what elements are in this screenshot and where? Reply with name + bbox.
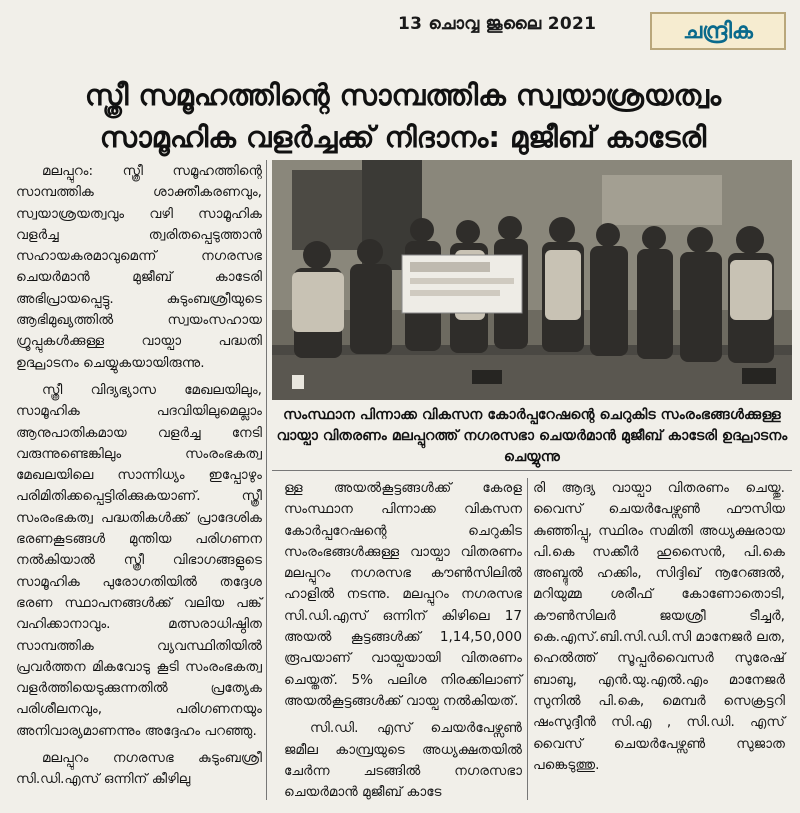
paragraph: രി ആദ്യ വായ്പാ വിതരണം ചെയ്തു. വൈസ് ചെയർപേഴ്സൺ ഫൗസിയ കുഞ്ഞിപ്പു, സ്ഥിരം സമിതി അധ്യക്ഷരായ പി.കെ സക്കീർ ഹുസൈൻ, പി.കെ അബ്ദുൽ ഹക്കിം, സിദ്ദിഖ് നൂറേങ്ങൽ, മറിയുമ്മ ശരീഫ് കോണോതൊടി, കൗൺസിലർ ജയശ്രീ ടീച്ചർ, കെ.എസ്.ബി.സി.ഡി.സി മാനേജർ ലത, ഹെൽത്ത് സൂപ്പർവൈസർ സുരേഷ് ബാബു, എൻ.യു.എൽ.എം മാനേജർ സുനിൽ പി.കെ, മെമ്പർ സെക്രട്ടറി ഷംസുദ്ദീൻ സി.എ , സി.ഡി. എസ് വൈസ് ചെയർപേഴ്സൺ സുജാത പങ്കെടുത്തു.: [533, 480, 786, 773]
news-photo: [272, 160, 792, 400]
column-divider: [266, 160, 267, 800]
photo-caption: സംസ്ഥാന പിന്നാക്ക വികസന കോർപ്പറേഷന്റെ ചെറുകിട സംരംഭങ്ങൾക്കുള്ള വായ്പാ വിതരണം മലപ്പുറത്ത് നഗരസഭാ ചെയർമാൻ മുജീബ് കാടേരി ഉദ്ഘാടനം ചെയ്യുന്നു: [276, 407, 788, 465]
news-photo-illustration: [272, 160, 792, 400]
column-divider: [527, 478, 528, 800]
paragraph: സ്ത്രീ വിദ്യഭ്യാസ മേഖലയിലും, സാമൂഹിക പദവിയിലുമെല്ലാം ആനുപാതികമായ വളർച്ച നേടി വരുന്നുണ്ടെങ്കിലും സംരംഭകത്വ മേഖലയിലെ സാന്നിധ്യം ഇപ്പോഴും പരിമിതിക്കപ്പെട്ടിരിക്കുകയാണ്. സ്ത്രീ സംരംഭകത്വ പദ്ധതികൾക്ക് പ്രാദേശിക ഭരണകൂടങ്ങൾ മുന്തിയ പരിഗണന നൽകിയാൽ സ്ത്രീ വിഭാഗങ്ങളുടെ സാമൂഹിക പുരോഗതിയിൽ തദ്ദേശ ഭരണ സ്ഥാപനങ്ങൾക്ക് വലിയ പങ്ക് വഹിക്കാനാവും. മത്സരാധിഷ്ഠിത സാമ്പത്തിക വ്യവസ്ഥിതിയിൽ പ്രവർത്തന മികവോടു കൂടി സംരംഭകത്വ വളർത്തിയെടുക്കുന്നതിൽ പ്രത്യേക പരിശീലനവും, പരിഗണനയും അനിവാര്യമാണന്നും അദ്ദേഹം പറഞ്ഞു.: [16, 381, 262, 739]
article-column-1: [16, 161, 262, 797]
paragraph: മലപ്പുറം നഗരസഭ കുടുംബശ്രീ സി.ഡി.എസ് ഒന്നിന് കീഴിലു: [16, 750, 262, 788]
paragraph: മലപ്പുറം: സ്ത്രീ സമൂഹത്തിന്റെ സാമ്പത്തിക ശാക്തീകരണവും, സ്വയാശ്രയത്വവും വഴി സാമൂഹിക വളർച്ച ത്വരിതപ്പെടുത്താൻ സഹായകരമാവുമെന്ന് നഗരസഭ ചെയർമാൻ മുജീബ് കാടേരി അഭിപ്രായപ്പെട്ടു. കുടുംബശ്രീയുടെ ആഭിമുഖ്യത്തിൽ സ്വയംസഹായ ഗ്രൂപ്പുകൾക്കുള്ള വായ്പാ പദ്ധതി ഉദ്ഘാടനം ചെയ്യുകയായിരുന്നു.: [16, 163, 262, 371]
headline-line-2: സാമൂഹിക വളർച്ചക്ക് നിദാനം: മുജീബ് കാടേരി: [99, 120, 707, 154]
newspaper-masthead-logo: ചന്ദ്രിക: [650, 12, 786, 50]
article-headline: [18, 74, 788, 158]
issue-date: 13 ചൊവ്വ ജൂലൈ 2021: [398, 14, 597, 34]
article-column-3: [533, 478, 785, 782]
caption-divider: [272, 470, 792, 471]
paragraph: ള്ള അയൽകൂട്ടങ്ങൾക്ക് കേരള സംസ്ഥാന പിന്നാക്ക വികസന കോർപ്പറേഷന്റെ ചെറുകിട സംരംഭങ്ങൾക്കുള്ള വായ്പാ വിതരണം മലപ്പുറം നഗരസഭ കൗൺസിലിൽ ഹാളിൽ നടന്നു. മലപ്പുറം നഗരസഭ സി.ഡി.എസ് ഒന്നിന് കിഴിലെ 17 അയൽ കൂട്ടങ്ങൾക്ക് 1,14,50,000 രൂപയാണ് വായ്പയായി വിതരണം ചെയ്തത്. 5% പലിശ നിരക്കിലാണ് അയൽകൂട്ടങ്ങൾക്ക് വായ്പ നൽകിയത്.: [284, 480, 522, 709]
paragraph: സി.ഡി. എസ് ചെയർപേഴ്സൺ ജമീല കാമ്പ്രയുടെ അധ്യക്ഷതയിൽ ചേർന്ന ചടങ്ങിൽ നഗരസഭാ ചെയർമാൻ മുജീബ് കാടേ: [284, 720, 522, 801]
headline-line-1: സ്ത്രീ സമൂഹത്തിന്റെ സാമ്പത്തിക സ്വയാശ്രയത്വം: [84, 78, 722, 112]
article-column-2: [284, 478, 522, 809]
